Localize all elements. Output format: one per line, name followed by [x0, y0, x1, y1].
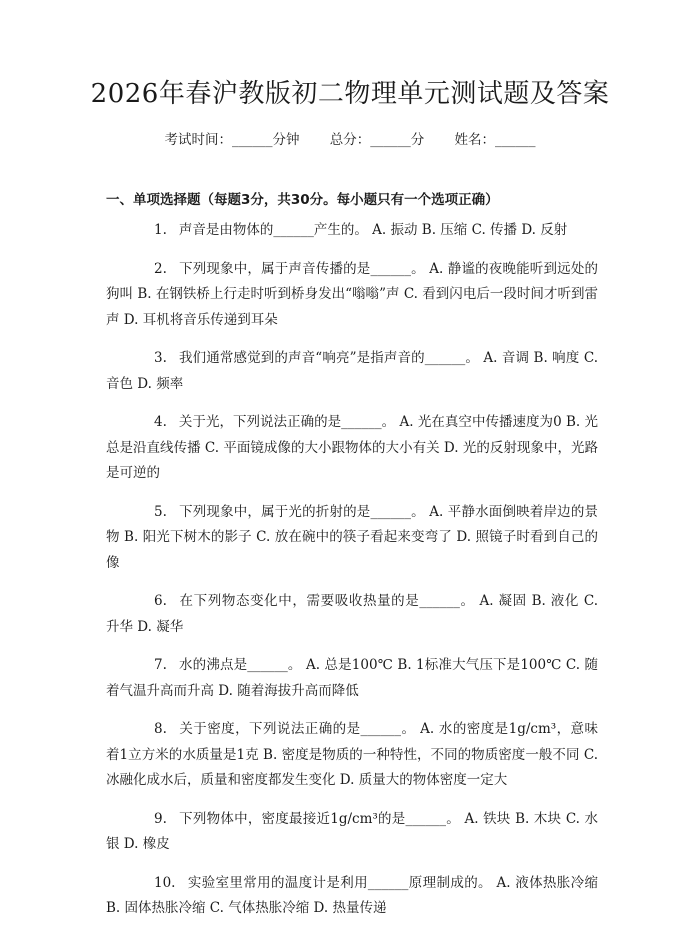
question-number: 6.: [154, 593, 167, 609]
question-number: 5.: [154, 503, 167, 520]
question-item: [106, 653, 598, 704]
question-item: [106, 346, 598, 397]
question-item: [106, 500, 598, 577]
question-item: [106, 218, 598, 244]
question-text: 关于光，下列说法正确的是______。 A. 光在真空中传播速度为0 B. 光总是沿直线传播 C. 平面镜成像的大小跟物体的大小有关 D. 光的反射现象中，光路是可逆的: [106, 414, 598, 481]
question-item: [106, 871, 598, 922]
student-name-field: 姓名：______: [454, 132, 536, 148]
question-item: [106, 717, 598, 794]
question-text: 下列现象中，属于光的折射的是______。 A. 平静水面倒映着岸边的景物 B. 阳光下树木的影子 C. 放在碗中的筷子看起来变弯了 D. 照镜子时看到自己的像: [106, 503, 598, 571]
question-number: 2.: [154, 260, 167, 277]
question-text: 实验室里常用的温度计是利用______原理制成的。 A. 液体热胀冷缩 B. 固体热胀冷缩 C. 气体热胀冷缩 D. 热量传递: [106, 874, 598, 916]
question-number: 9.: [154, 810, 167, 827]
question-number: 8.: [154, 721, 167, 737]
question-item: [106, 410, 598, 487]
question-text: 声音是由物体的______产生的。 A. 振动 B. 压缩 C. 传播 D. 反射: [178, 222, 568, 238]
question-number: 3.: [154, 350, 167, 366]
question-item: [106, 257, 598, 334]
question-text: 下列物体中，密度最接近1g/cm³的是______。 A. 铁块 B. 木块 C. 水银 D. 橡皮: [106, 810, 598, 852]
question-number: 4.: [154, 414, 167, 430]
total-score-field: 总分：______分: [329, 132, 425, 148]
question-text: 关于密度，下列说法正确的是______。 A. 水的密度是1g/cm³，意味着1立方米的水质量是1克 B. 密度是物质的一种特性，不同的物质密度一般不同 C. 冰融化成水后，质量和密度都发生变化 D. 质量大的物体密度一定大: [106, 721, 598, 788]
section-heading: 一、单项选择题（每题3分，共30分。每小题只有一个选项正确）: [106, 192, 499, 208]
question-item: [106, 589, 598, 640]
question-item: [106, 807, 598, 858]
question-text: 我们通常感觉到的声音“响亮”是指声音的______。 A. 音调 B. 响度 C. 音色 D. 频率: [106, 350, 598, 392]
page-title: 2026年春沪教版初二物理单元测试题及答案: [90, 79, 610, 109]
question-text: 水的沸点是______。 A. 总是100℃ B. 1标准大气压下是100℃ C. 随着气温升高而升高 D. 随着海拔升高而降低: [106, 657, 598, 699]
question-number: 7.: [154, 657, 167, 673]
exam-info: [0, 130, 700, 150]
question-list: [106, 218, 598, 935]
question-number: 1.: [154, 222, 167, 238]
question-text: 下列现象中，属于声音传播的是______。 A. 静谧的夜晚能听到远处的狗叫 B. 在钢铁桥上行走时听到桥身发出“嗡嗡”声 C. 看到闪电后一段时间才听到雷声 D. 耳机将音乐传递到耳朵: [106, 260, 598, 328]
question-text: 在下列物态变化中，需要吸收热量的是______。 A. 凝固 B. 液化 C. 升华 D. 凝华: [106, 593, 598, 635]
question-number: 10.: [154, 874, 176, 891]
exam-time-field: 考试时间：______分钟: [164, 132, 300, 148]
